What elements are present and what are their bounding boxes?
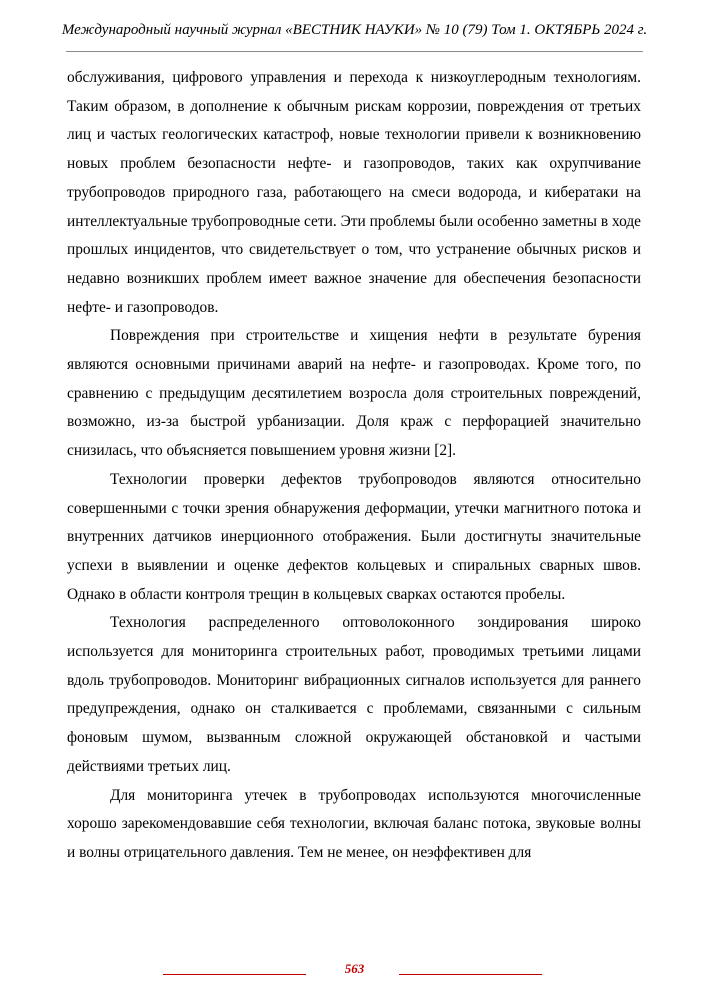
paragraph: Для мониторинга утечек в трубопроводах используются многочисленные хорошо зарекомендовавшие себя технологии, включая баланс потока, звуковые волны и волны отрицательного давления. Тем не менее, он неэффективен для — [67, 786, 641, 861]
header-divider — [66, 51, 643, 52]
journal-header: Международный научный журнал «ВЕСТНИК НАУКИ» № 10 (79) Том 1. ОКТЯБРЬ 2024 г. — [61, 22, 648, 38]
page-footer — [0, 960, 709, 982]
page-number: 563 — [344, 961, 365, 976]
paragraph: Повреждения при строительстве и хищения нефти в результате бурения являются основными причинами аварий на нефте- и газопроводах. Кроме того, по сравнению с предыдущим десятилетием возросла доля строительных повреждений, возможно, из-за быстрой урбанизации. Доля краж с перфорацией значительно снизилась, что объясняется повышением уровня жизни [2]. — [67, 327, 641, 460]
paragraph: Технологии проверки дефектов трубопроводов являются относительно совершенными с точки зрения обнаружения деформации, утечки магнитного потока и внутренних датчиков инерционного отображения. Были достигнуты значительные успехи в выявлении и оценке дефектов кольцевых и спиральных сварных швов. Однако в области контроля трещин в кольцевых сварках остаются пробелы. — [67, 470, 641, 603]
paragraph: Технология распределенного оптоволоконного зондирования широко используется для мониторинга строительных работ, проводимых третьими лицами вдоль трубопроводов. Мониторинг вибрационных сигналов используется для раннего предупреждения, однако он сталкивается с проблемами, связанными с сильным фоновым шумом, вызванным сложной окружающей обстановкой и частыми действиями третьих лиц. — [67, 614, 641, 775]
article-body — [67, 64, 641, 868]
footer-rule-right — [399, 974, 542, 975]
paragraph-continuation: обслуживания, цифрового управления и перехода к низкоуглеродным технологиям. Таким образом, в дополнение к обычным рискам коррозии, повреждения от третьих лиц и частых геологических катастроф, новые технологии привели к возникновению новых проблем безопасности нефте- и газопроводов, таких как охрупчивание трубопроводов природного газа, работающего на смеси водорода, и кибератаки на интеллектуальные трубопроводные сети. Эти проблемы были особенно заметны в ходе прошлых инцидентов, что свидетельствует о том, что устранение обычных рисков и недавно возникших проблем имеет важное значение для обеспечения безопасности нефте- и газопроводов. — [67, 69, 641, 316]
